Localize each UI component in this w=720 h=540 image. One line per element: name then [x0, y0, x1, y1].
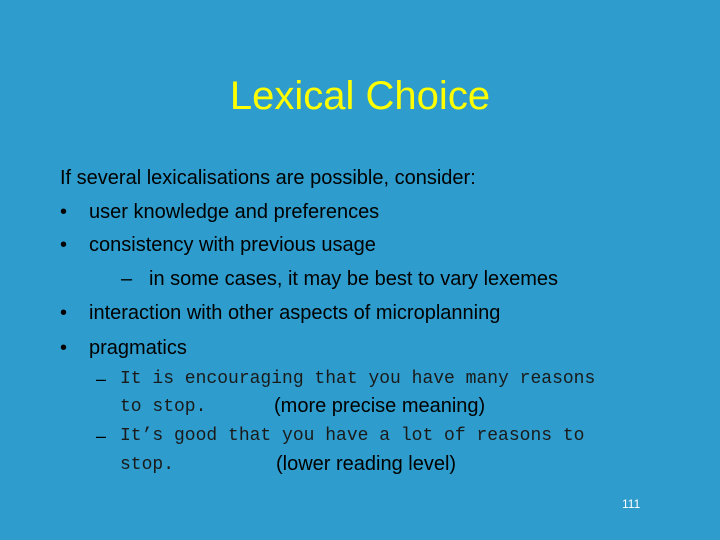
example-1-note: (more precise meaning)	[274, 395, 486, 417]
bullet-marker: •	[60, 302, 68, 324]
bullet-marker: •	[60, 337, 68, 359]
example-2-line-1: It’s good that you have a lot of reasons to	[120, 426, 585, 446]
page-number: 111	[622, 497, 641, 511]
bullet-item-3: interaction with other aspects of microplanning	[89, 302, 501, 324]
dash-marker: –	[96, 369, 107, 389]
intro-text: If several lexicalisations are possible, consider:	[60, 167, 476, 189]
example-2-note: (lower reading level)	[276, 453, 457, 475]
example-1-line-1: It is encouraging that you have many reasons	[120, 369, 596, 389]
bullet-item-1: user knowledge and preferences	[89, 201, 380, 223]
bullet-item-2: consistency with previous usage	[89, 234, 376, 256]
bullet-marker: •	[60, 201, 68, 223]
example-2-line-2: stop.	[120, 455, 175, 475]
bullet-item-4: pragmatics	[89, 337, 187, 359]
sub-item: in some cases, it may be best to vary lexemes	[149, 268, 559, 290]
dash-marker: –	[96, 426, 107, 446]
bullet-marker: •	[60, 234, 68, 256]
example-1-line-2: to stop.	[120, 397, 207, 417]
dash-marker: –	[121, 268, 133, 290]
slide-title: Lexical Choice	[229, 74, 491, 118]
